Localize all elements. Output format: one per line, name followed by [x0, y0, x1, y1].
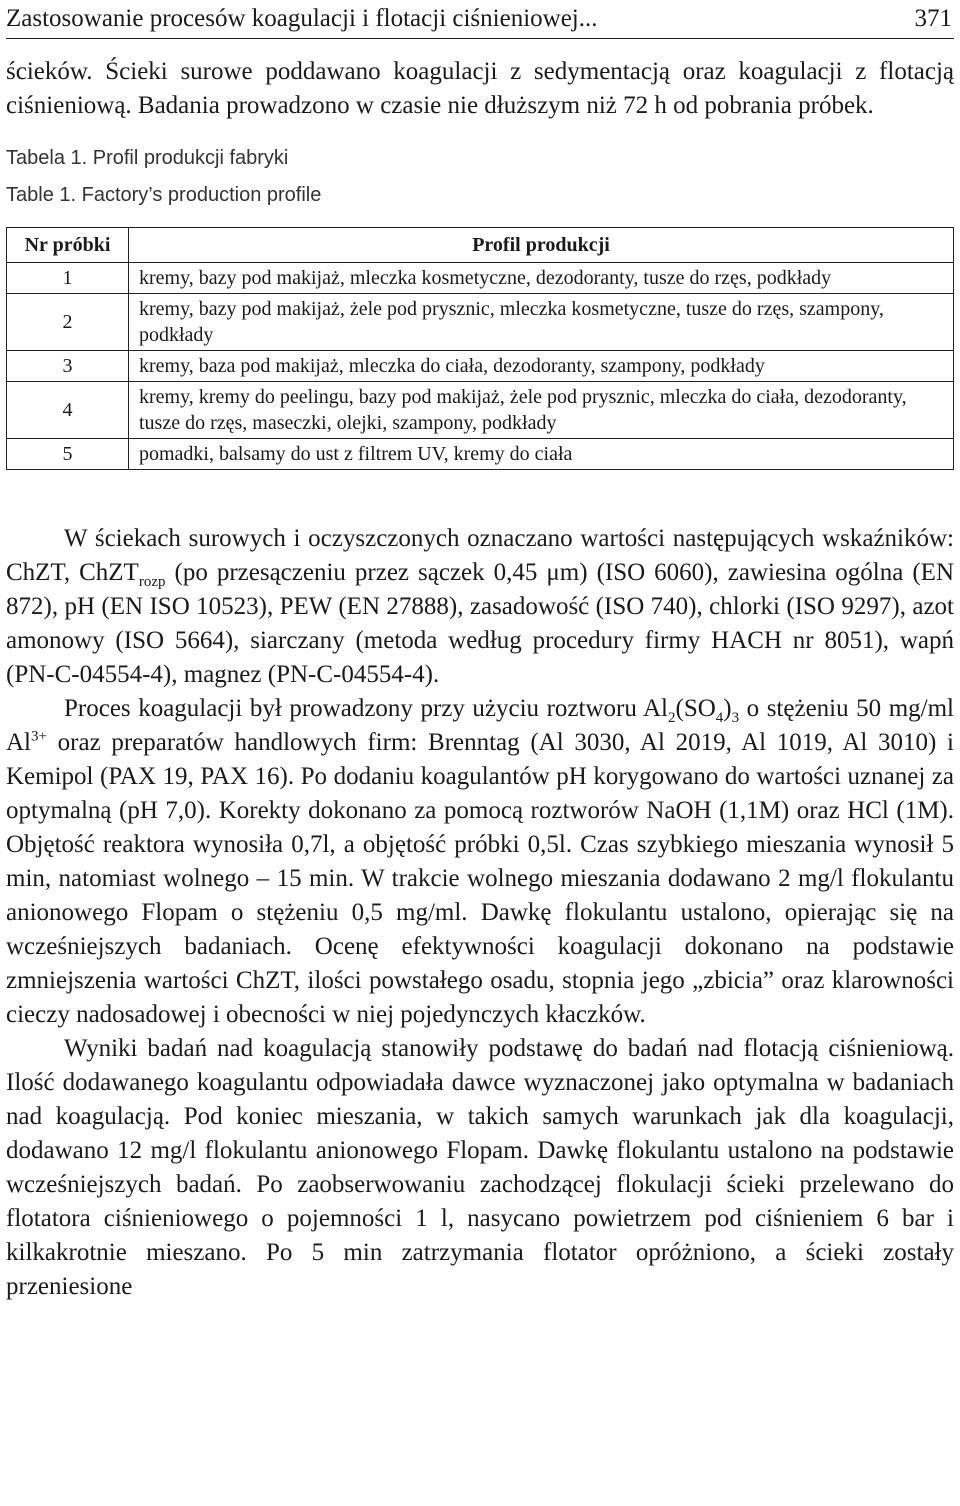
page-number: 371 [914, 5, 952, 32]
header-production-profile: Profil produkcji [129, 228, 954, 263]
production-profile: kremy, bazy pod makijaż, żele pod prysznic, mleczka kosmetyczne, tusze do rzęs, szampony, podkłady [129, 294, 954, 351]
production-profile: pomadki, balsamy do ust z filtrem UV, kremy do ciała [129, 439, 954, 470]
sample-number: 3 [7, 351, 129, 382]
table-row [7, 439, 954, 470]
text-run: o stężeniu 50 mg/ml Al [6, 695, 954, 756]
production-profile: kremy, baza pod makijaż, mleczka do ciała, dezodoranty, szampony, podkłady [129, 351, 954, 382]
table-caption-en: Table 1. Factory’s production profile [6, 184, 322, 206]
text-run: W ściekach surowych i oczyszczonych oznaczano wartości następujących wskaźników: ChZT, ChZT [6, 525, 954, 586]
production-profile: kremy, bazy pod makijaż, mleczka kosmetyczne, dezodoranty, tusze do rzęs, podkłady [129, 263, 954, 294]
subscript: rozp [138, 574, 166, 590]
subscript: 2 [668, 710, 676, 726]
table-row [7, 294, 954, 351]
text-run: oraz preparatów handlowych firm: Brenntag (Al 3030, Al 2019, Al 1019, Al 3010) i Kemipol (PAX 19, PAX 16). Po dodaniu koagulantów pH korygowano do wartości uznanej za optymalną (pH 7,0). Korekty dokonano za pomocą roztworów NaOH (1,1M) oraz HCl (1M). Objętość reaktora wynosiła 0,7l, a objętość próbki 0,5l. Czas szybkiego mieszania wynosił 5 min, natomiast wolnego – 15 min. W trakcie wolnego mieszania dodawano 2 mg/l flokulantu anionowego Flopam o stężeniu 0,5 mg/ml. Dawkę flokulantu ustalono, opierając się na wcześniejszych badaniach. Ocenę efektywności koagulacji dokonano na podstawie zmniejszenia wartości ChZT, ilości powstałego osadu, stopnia jego „zbicia” oraz klarowności cieczy nadosadowej i obecności w niej pojedynczych kłaczków. [6, 729, 954, 1028]
table-header-row [7, 228, 954, 263]
sample-number: 1 [7, 263, 129, 294]
text-run: Proces koagulacji był prowadzony przy użyciu roztworu Al [64, 695, 668, 722]
table-caption-pl: Tabela 1. Profil produkcji fabryki [6, 147, 289, 169]
table-row [7, 263, 954, 294]
running-title: Zastosowanie procesów koagulacji i flotacji ciśnieniowej... [6, 5, 598, 32]
paragraph-flotation: Wyniki badań nad koagulacją stanowiły podstawę do badań nad flotacją ciśnieniową. Ilość dodawanego koagulantu odpowiadała dawce wyznaczonej jako optymalna w badaniach nad koagulacją. Pod koniec mieszania, w takich samych warunkach jak dla koagulacji, dodawano 12 mg/l flokulantu anionowego Flopam. Dawkę flokulantu ustalono na podstawie wcześniejszych badań. Po zaobserwowaniu zachodzącej flokulacji ścieki przelewano do flotatora ciśnieniowego o pojemności 1 l, nasycano powietrzem pod ciśnieniem 6 bar i kilkakrotnie mieszano. Po 5 min zatrzymania flotator opróżniono, a ścieki zostały przeniesione [6, 1035, 954, 1300]
text-run: (SO [675, 695, 716, 722]
subscript: 4 [715, 710, 724, 726]
sample-number: 4 [7, 382, 129, 439]
intro-paragraph: ścieków. Ścieki surowe poddawano koagulacji z sedymentacją oraz koagulacji z flotacją ciśnieniową. Badania prowadzono w czasie nie dłuższym niż 72 h od pobrania próbek. [6, 58, 954, 119]
page [6, 0, 954, 1304]
subscript: 3 [731, 710, 740, 726]
sample-number: 5 [7, 439, 129, 470]
table-row [7, 351, 954, 382]
sample-number: 2 [7, 294, 129, 351]
production-profile-table [6, 227, 954, 470]
superscript: 3+ [31, 728, 47, 745]
table-row [7, 382, 954, 439]
running-header [6, 0, 954, 39]
text-run: ) [723, 695, 732, 722]
paragraph-indicators [6, 522, 954, 692]
header-sample-number: Nr próbki [7, 228, 129, 263]
paragraph-coagulation [6, 692, 954, 1032]
production-profile: kremy, kremy do peelingu, bazy pod makijaż, żele pod prysznic, mleczka do ciała, dezodoranty, tusze do rzęs, maseczki, olejki, szampony, podkłady [129, 382, 954, 439]
text-run: (po przesączeniu przez sączek 0,45 μm) (ISO 6060), zawiesina ogólna (EN 872), pH (EN ISO 10523), PEW (EN 27888), zasadowość (ISO 740), chlorki (ISO 9297), azot amonowy (ISO 5664), siarczany (metoda według procedury firmy HACH nr 8051), wapń (PN-C-04554-4), magnez (PN-C-04554-4). [6, 559, 955, 688]
